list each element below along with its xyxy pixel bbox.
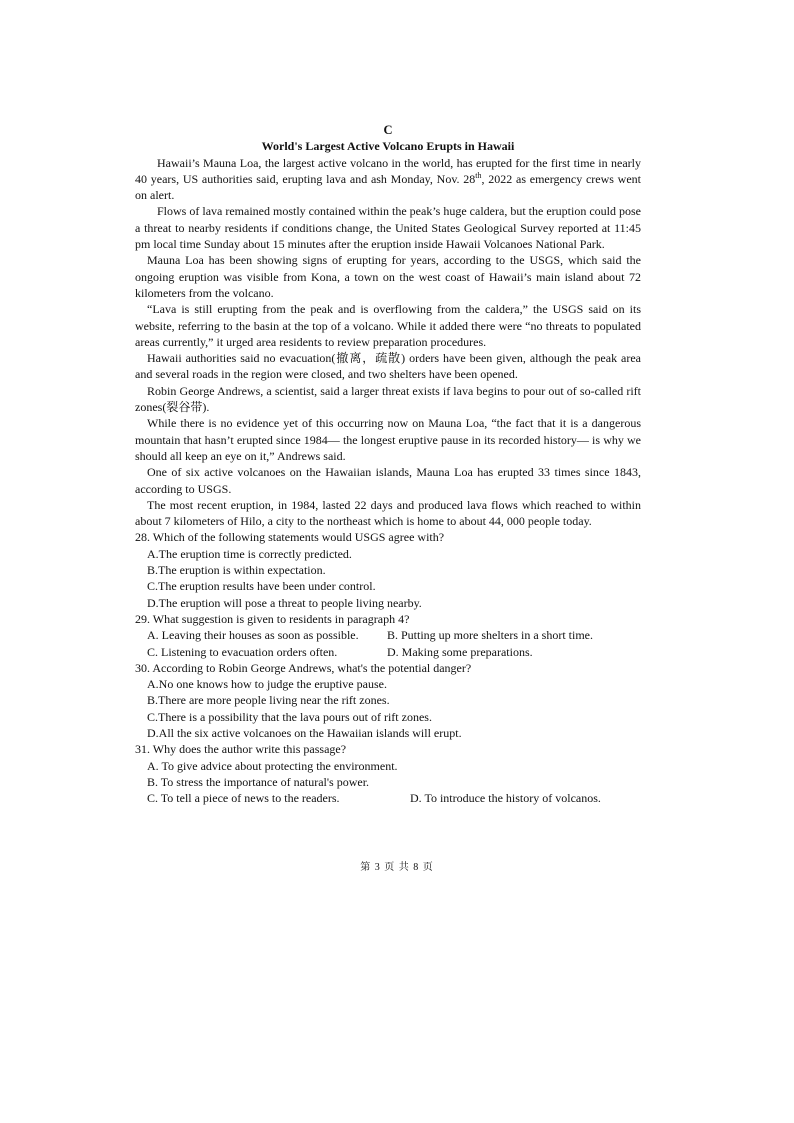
question-30 — [135, 660, 641, 741]
question-29-option-a: A. Leaving their houses as soon as possible. — [147, 628, 359, 643]
paragraph-7: While there is no evidence yet of this occurring now on Mauna Loa, “the fact that it is a dangerous mountain that hasn’t erupted since 1984— the longest eruptive pause in its recorded history— is why we should all keep an eye on it,” Andrews said. — [135, 416, 641, 463]
question-29 — [135, 611, 641, 660]
question-28 — [135, 529, 641, 610]
question-29-options-row-2 — [135, 644, 641, 660]
question-30-option-d: D.All the six active volcanoes on the Hawaiian islands will erupt. — [147, 725, 462, 740]
page-footer: 第 3 页 共 8 页 — [360, 862, 434, 873]
paragraph-1 — [135, 155, 641, 204]
question-29-option-b: B. Putting up more shelters in a short time. — [387, 628, 593, 643]
paragraph-1-text: Hawaii’s Mauna Loa, the largest active volcano in the world, has erupted for the first time in nearly 40 years, US authorities said, erupting lava and ash Monday, Nov. 28 — [135, 155, 641, 186]
question-28-option-d: D.The eruption will pose a threat to people living nearby. — [147, 595, 422, 610]
question-29-stem: 29. What suggestion is given to residents in paragraph 4? — [135, 611, 410, 626]
paragraph-2: Flows of lava remained mostly contained within the peak’s huge caldera, but the eruption could pose a threat to nearby residents if conditions change, the United States Geological Survey reported at 11:45 pm local time Sunday about 15 minutes after the eruption inside Hawaii Volcanoes National Park. — [135, 204, 641, 252]
question-30-option-c: C.There is a possibility that the lava pours out of rift zones. — [147, 709, 432, 724]
question-29-options-row-1 — [135, 627, 641, 643]
question-30-option-b: B.There are more people living near the rift zones. — [147, 693, 390, 708]
question-28-option-c: C.The eruption results have been under control. — [147, 579, 376, 594]
passage-title: World's Largest Active Volcano Erupts in Hawaii — [261, 139, 515, 154]
question-29-option-c: C. Listening to evacuation orders often. — [147, 644, 338, 659]
reading-passage-c — [135, 122, 641, 806]
question-31-option-d: D. To introduce the history of volcanos. — [410, 791, 601, 806]
question-31-option-a: A. To give advice about protecting the environment. — [147, 758, 398, 773]
paragraph-1-text-end: , 2022 as emergency crews went on alert. — [135, 171, 642, 203]
question-28-option-a: A.The eruption time is correctly predicted. — [147, 546, 352, 561]
paragraph-1-superscript: th — [475, 170, 482, 180]
paragraph-5: Hawaii authorities said no evacuation(撤离，疏散) orders have been given, although the peak area and several roads in the region were closed, and two shelters have been opened. — [135, 351, 641, 382]
question-31-option-b: B. To stress the importance of natural's power. — [147, 774, 370, 789]
question-29-option-d: D. Making some preparations. — [387, 644, 533, 659]
question-28-stem: 28. Which of the following statements would USGS agree with? — [135, 530, 445, 545]
question-30-stem: 30. According to Robin George Andrews, what's the potential danger? — [135, 660, 472, 675]
question-31 — [135, 741, 641, 806]
question-28-option-b: B.The eruption is within expectation. — [147, 563, 326, 578]
question-31-stem: 31. Why does the author write this passage? — [135, 742, 347, 757]
question-30-option-a: A.No one knows how to judge the eruptive pause. — [147, 677, 387, 692]
paragraph-3: Mauna Loa has been showing signs of erupting for years, according to the USGS, which said the ongoing eruption was visible from Kona, a town on the west coast of Hawaii’s main island about 72 kilometers from the volcano. — [135, 253, 641, 300]
section-letter: C — [383, 123, 393, 137]
paragraph-8: One of six active volcanoes on the Hawaiian islands, Mauna Loa has erupted 33 times since 1843, according to USGS. — [135, 465, 641, 496]
paragraph-6: Robin George Andrews, a scientist, said a larger threat exists if lava begins to pour out of so-called rift zones(裂谷带). — [135, 383, 641, 415]
paragraph-4: “Lava is still erupting from the peak and is overflowing from the caldera,” the USGS said on its website, referring to the basin at the top of a volcano. While it added there were “no threats to populated areas currently,” it urged area residents to review preparation procedures. — [135, 302, 641, 349]
paragraph-9: The most recent eruption, in 1984, lasted 22 days and produced lava flows which reached to within about 7 kilometers of Hilo, a city to the northeast which is home to about 44, 000 people today. — [135, 497, 641, 529]
question-31-options-row — [135, 790, 641, 806]
question-31-option-c: C. To tell a piece of news to the readers. — [147, 791, 340, 806]
